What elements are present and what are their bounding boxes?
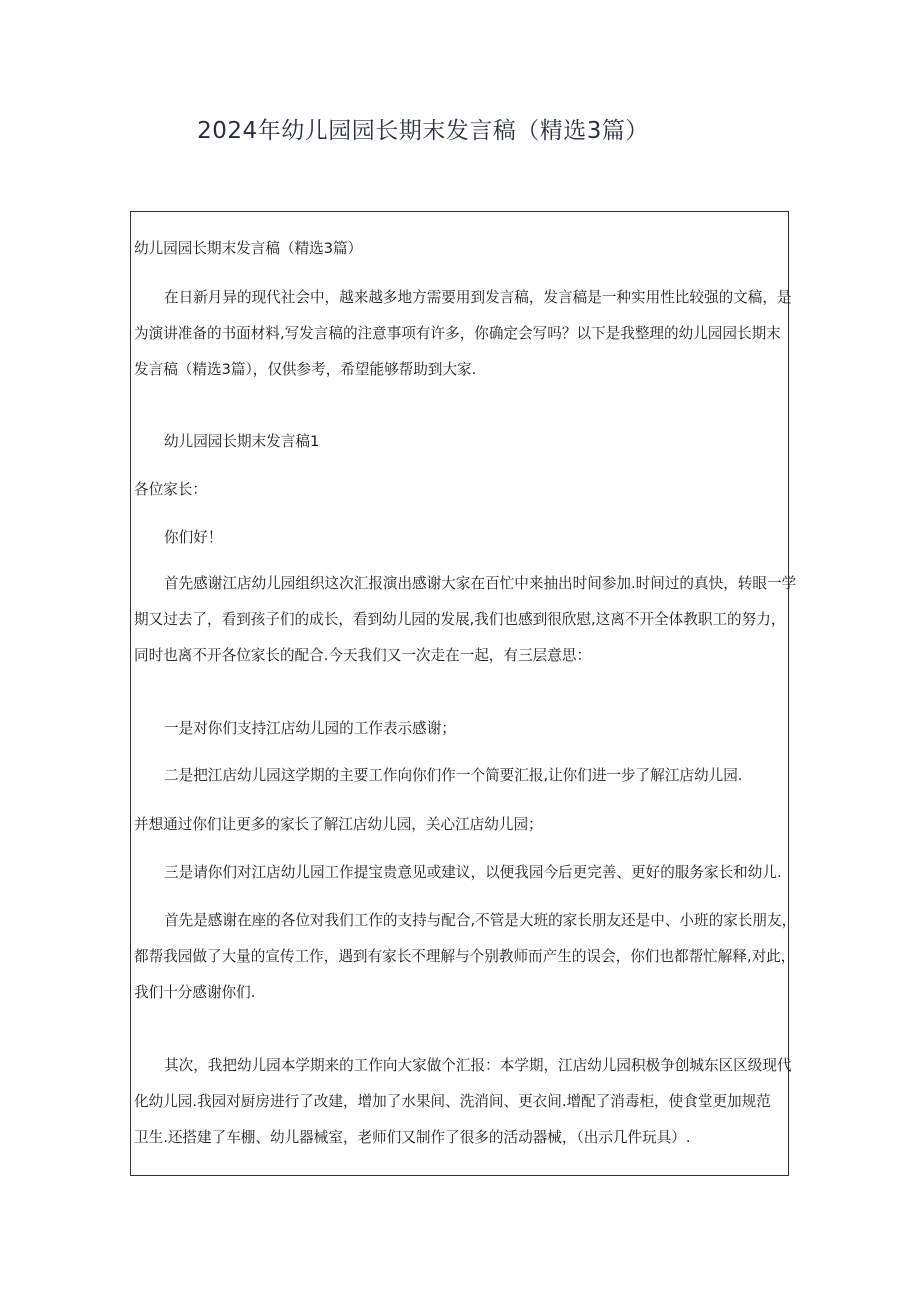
text-line: 发言稿（精选3篇），仅供参考，希望能够帮助到大家. <box>134 361 477 378</box>
paragraph-subtitle <box>131 231 790 267</box>
paragraph-point-one <box>131 711 790 747</box>
paragraph-point-two-cont <box>131 807 790 843</box>
text-line: 一是对你们支持江店幼儿园的工作表示感谢； <box>164 720 456 737</box>
paragraph-appreciation <box>131 903 797 1011</box>
paragraph-report <box>131 1048 790 1156</box>
text-line: 幼儿园园长期末发言稿1 <box>164 433 320 450</box>
text-line: 都帮我园做了大量的宣传工作，遇到有家长不理解与个别教师而产生的误会，你们也都帮忙解释,对此， <box>134 948 796 965</box>
text-line: 其次，我把幼儿园本学期来的工作向大家做个汇报：本学期，江店幼儿园积极争创城东区区级现代 <box>164 1057 792 1074</box>
text-line: 首先感谢江店幼儿园组织这次汇报演出感谢大家在百忙中来抽出时间参加.时间过的真快，转眼一学 <box>164 575 797 592</box>
text-line: 在日新月异的现代社会中，越来越多地方需要用到发言稿，发言稿是一种实用性比较强的文稿，是 <box>164 289 792 306</box>
paragraph-intro <box>131 280 790 388</box>
text-line: 并想通过你们让更多的家长了解江店幼儿园，关心江店幼儿园； <box>134 816 543 833</box>
paragraph-thanks <box>131 566 797 674</box>
paragraph-point-two <box>131 758 790 794</box>
section-heading <box>131 424 790 460</box>
text-line: 各位家长： <box>134 481 207 498</box>
paragraph-greeting <box>131 520 790 556</box>
text-line: 同时也离不开各位家长的配合.今天我们又一次走在一起，有三层意思： <box>134 647 592 664</box>
text-line: 卫生.还搭建了车棚、幼儿器械室，老师们又制作了很多的活动器械，（出示几件玩具）. <box>134 1129 691 1146</box>
text-line: 我们十分感谢你们. <box>134 984 256 1001</box>
paragraph-salutation <box>131 472 790 508</box>
content-box <box>130 211 797 1176</box>
paragraph-point-three <box>131 855 790 891</box>
text-line: 化幼儿园.我园对厨房进行了改建，增加了水果间、洗消间、更衣间.增配了消毒柜，使食堂更加规范 <box>134 1093 771 1110</box>
text-line: 你们好！ <box>164 529 223 546</box>
document-title: 2024年幼儿园园长期末发言稿（精选3篇） <box>197 118 649 144</box>
text-line: 首先是感谢在座的各位对我们工作的支持与配合,不管是大班的家长朋友还是中、小班的家长朋友， <box>164 912 797 929</box>
text-line: 三是请你们对江店幼儿园工作提宝贵意见或建议，以便我园今后更完善、更好的服务家长和幼儿. <box>164 864 782 881</box>
text-line: 二是把江店幼儿园这学期的主要工作向你们作一个简要汇报,让你们进一步了解江店幼儿园. <box>164 767 743 784</box>
text-line: 期又过去了，看到孩子们的成长，看到幼儿园的发展,我们也感到很欣慰,这离不开全体教职工的努力， <box>134 611 786 628</box>
text-line: 幼儿园园长期末发言稿（精选3篇） <box>134 240 363 257</box>
text-line: 为演讲准备的书面材料,写发言稿的注意事项有许多，你确定会写吗？以下是我整理的幼儿园园长期末 <box>134 325 781 342</box>
